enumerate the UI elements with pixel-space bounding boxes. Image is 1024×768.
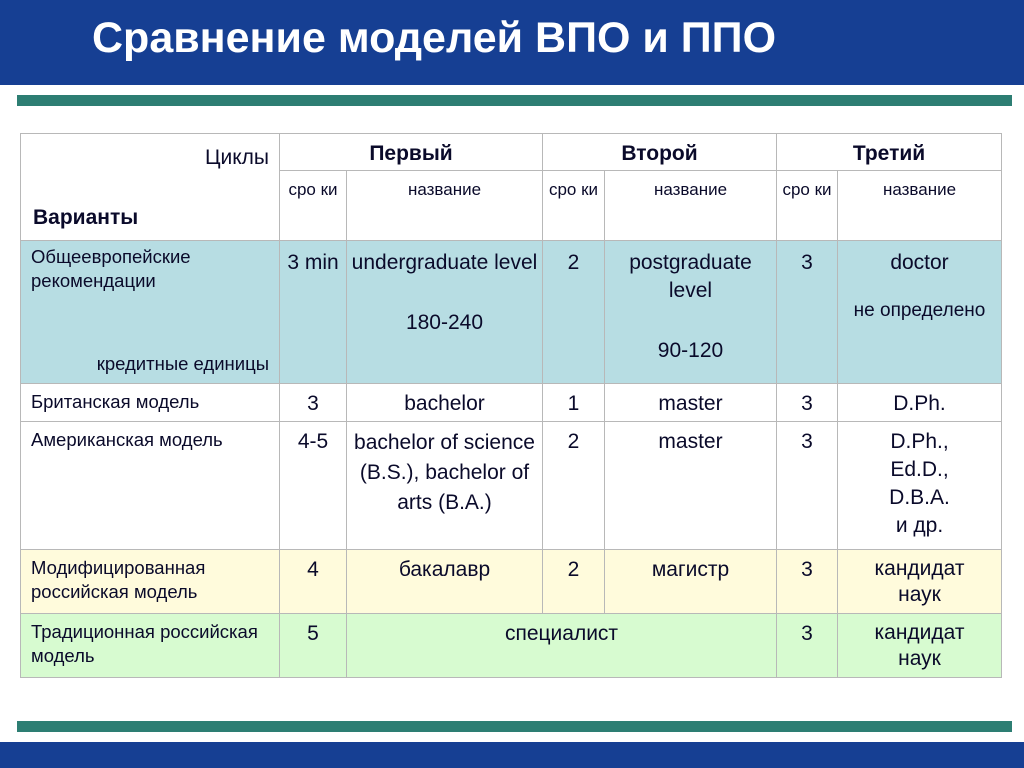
- name-cell-2: магистр: [605, 550, 777, 614]
- header-corner-cell: [21, 134, 280, 241]
- name-cell-2: master: [605, 422, 777, 550]
- term-header-3: сро ки: [777, 171, 838, 241]
- credits-value: 90-120: [657, 339, 724, 362]
- variant-label: Общеевропейские рекомендации: [31, 246, 191, 291]
- title-bar: [0, 0, 1024, 85]
- term-cell-3: 3: [777, 614, 838, 678]
- header-first-cycle: Первый: [280, 134, 543, 171]
- term-cell-1: 5: [280, 614, 347, 678]
- name-cell-1: [347, 241, 543, 384]
- name-cell-2: master: [605, 384, 777, 422]
- comparison-table: [20, 133, 1002, 678]
- variant-cell: [21, 241, 280, 384]
- top-divider: [17, 95, 1012, 106]
- slide-title: Сравнение моделей ВПО и ППО: [92, 14, 777, 62]
- variant-cell: Традиционная российская модель: [21, 614, 280, 678]
- term-cell-1: 3 min: [280, 241, 347, 384]
- variant-cell: Американская модель: [21, 422, 280, 550]
- term-cell-3: 3: [777, 422, 838, 550]
- name-header-1: название: [347, 171, 543, 241]
- name-value: doctor: [890, 251, 949, 274]
- term-cell-2: 1: [543, 384, 605, 422]
- credits-value: не определено: [853, 300, 986, 321]
- row-traditional-russian-model: [21, 614, 1002, 678]
- credit-units-label: кредитные единицы: [96, 353, 269, 374]
- credits-value: 180-240: [405, 311, 484, 334]
- header-second-cycle: Второй: [543, 134, 777, 171]
- bottom-divider: [17, 721, 1012, 732]
- name-cell-3: [838, 422, 1002, 550]
- term-cell-2: 2: [543, 550, 605, 614]
- row-modified-russian-model: [21, 550, 1002, 614]
- degree-extra: и др.: [895, 514, 944, 537]
- variant-cell: Модифицированная российская модель: [21, 550, 280, 614]
- term-cell-2: 2: [543, 241, 605, 384]
- name-cell-1: bachelor: [347, 384, 543, 422]
- term-cell-3: 3: [777, 550, 838, 614]
- name-cell-merged: специалист: [347, 614, 777, 678]
- term-header-2: сро ки: [543, 171, 605, 241]
- header-third-cycle: Третий: [777, 134, 1002, 171]
- term-cell-3: 3: [777, 384, 838, 422]
- row-american-model: [21, 422, 1002, 550]
- variants-label: Варианты: [33, 206, 139, 229]
- term-cell-1: 4: [280, 550, 347, 614]
- name-cell-1: bachelor of science (B.S.), bachelor of arts (B.A.): [347, 422, 543, 550]
- term-cell-1: 3: [280, 384, 347, 422]
- name-value: postgraduate level: [629, 251, 752, 302]
- cycles-label: Циклы: [204, 146, 269, 169]
- term-cell-1: 4-5: [280, 422, 347, 550]
- variant-cell: Британская модель: [21, 384, 280, 422]
- degree-list: D.Ph., Ed.D., D.B.A.: [889, 430, 950, 509]
- term-header-1: сро ки: [280, 171, 347, 241]
- name-value: undergraduate level: [351, 251, 538, 274]
- name-header-2: название: [605, 171, 777, 241]
- name-cell-1: бакалавр: [347, 550, 543, 614]
- name-cell-2: [605, 241, 777, 384]
- name-cell-3: [838, 241, 1002, 384]
- name-cell-3: D.Ph.: [838, 384, 1002, 422]
- term-cell-3: 3: [777, 241, 838, 384]
- name-header-3: название: [838, 171, 1002, 241]
- name-cell-3: кандидат наук: [838, 614, 1002, 678]
- row-british-model: [21, 384, 1002, 422]
- term-cell-2: 2: [543, 422, 605, 550]
- name-cell-3: кандидат наук: [838, 550, 1002, 614]
- header-row-cycles: [21, 134, 1002, 171]
- footer-bar: [0, 742, 1024, 768]
- row-european-recommendations: [21, 241, 1002, 384]
